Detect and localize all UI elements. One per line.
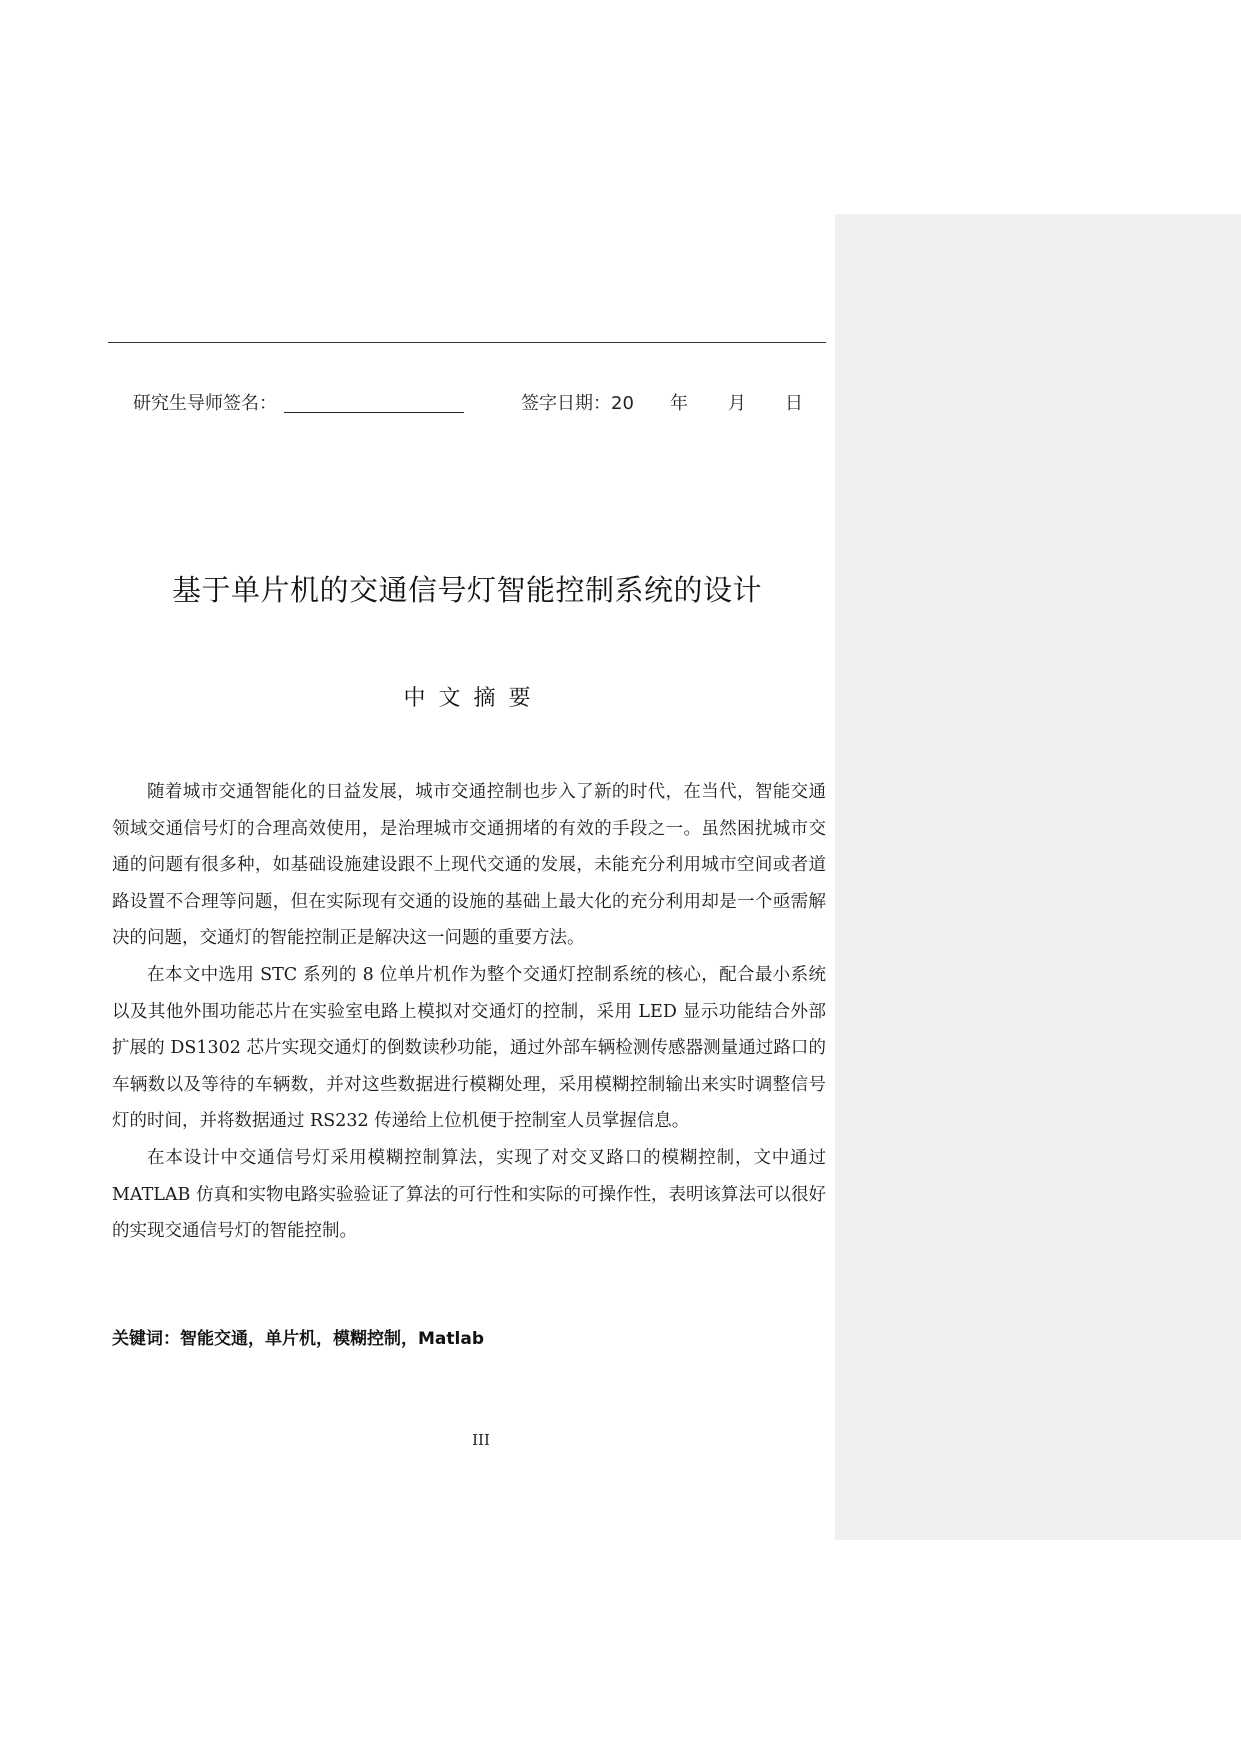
abstract-paragraph-3: 在本设计中交通信号灯采用模糊控制算法，实现了对交叉路口的模糊控制，文中通过 MATLAB 仿真和实物电路实验验证了算法的可行性和实际的可操作性，表明该算法可以很好的实现交通信号灯的智能控制。 [112,1147,826,1242]
abstract-paragraph-2: 在本文中选用 STC 系列的 8 位单片机作为整个交通灯控制系统的核心，配合最小系统以及其他外围功能芯片在实验室电路上模拟对交通灯的控制，采用 LED 显示功能结合外部扩展的 DS1302 芯片实现交通灯的倒数读秒功能，通过外部车辆检测传感器测量通过路口的车辆数以及等待的车辆数，并对这些数据进行模糊处理，采用模糊控制输出来实时调整信号灯的时间，并将数据通过 RS232 传递给上位机便于控制室人员掌握信息。 [112,964,826,1132]
signature-row [0,392,835,420]
signature-line [284,412,464,413]
sign-date-label: 签字日期：20 [521,393,634,414]
thesis-title: 基于单片机的交通信号灯智能控制系统的设计 [171,573,762,607]
header-rule [108,342,826,343]
page-number: III [472,1431,490,1449]
abstract-paragraph-1: 随着城市交通智能化的日益发展，城市交通控制也步入了新的时代，在当代，智能交通领域交通信号灯的合理高效使用，是治理城市交通拥堵的有效的手段之一。虽然困扰城市交通的问题有很多种，如基础设施建设跟不上现代交通的发展，未能充分利用城市空间或者道路设置不合理等问题，但在实际现有交通的设施的基础上最大化的充分利用却是一个亟需解决的问题，交通灯的智能控制正是解决这一问题的重要方法。 [112,782,826,949]
keywords-line: 关键词：智能交通，单片机，模糊控制，Matlab [112,1329,484,1349]
comment-pane [835,214,1241,1540]
date-month-label: 月 [728,393,746,414]
date-day-label: 日 [785,393,803,414]
abstract-body [112,774,826,1250]
advisor-signature-label: 研究生导师签名： [133,393,277,414]
date-year-label: 年 [670,393,688,414]
abstract-heading: 中 文 摘 要 [403,686,531,711]
